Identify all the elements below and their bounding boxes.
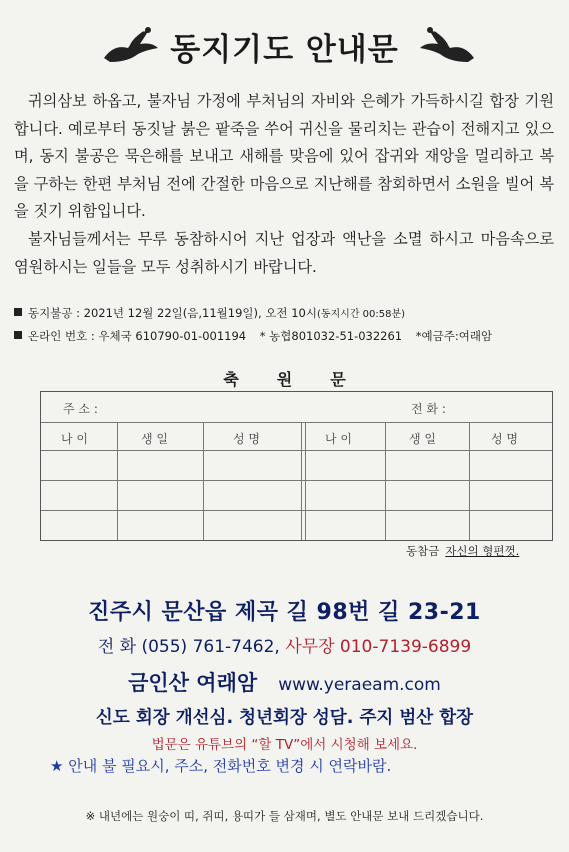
temple-line	[0, 667, 569, 697]
bullet-square-icon	[14, 308, 22, 316]
donation-note: 동참금 자신의 형편껏.	[406, 544, 520, 558]
intro-paragraph: 귀의삼보 하옵고, 불자님 가정에 부처님의 자비와 은혜가 가득하시길 합장 기원합니다. 예로부터 동짓날 붉은 팥죽을 쑤어 귀신을 물리치는 관습이 전해지고 있으며, 동지 불공은 묵은해를 보내고 새해를 맞음에 있어 잡귀와 재앙을 멀리하고 복을 구하는 한편 부처님 전에 간절한 마음으로 지난해를 참회하면서 소원을 빌어 복을 짓기 위함입니다.	[14, 92, 554, 221]
website-link[interactable]: www.yeraeam.com	[278, 675, 441, 695]
crane-ornament-icon	[418, 18, 478, 66]
account-line: 온라인 번호 : 우체국 610790-01-001194 * 농협801032-51-032261 *예금주:여래암	[14, 328, 492, 344]
column-header-name: 성 명	[233, 432, 260, 446]
contact-notice: ★ 안내 불 필요시, 주소, 전화번호 변경 시 연락바람.	[50, 757, 392, 775]
temple-address: 진주시 문산읍 제곡 길 98번 길 23-21	[88, 600, 481, 625]
column-header-age: 나 이	[325, 432, 352, 446]
intro-paragraph: 불자님들께서는 무루 동참하시어 지난 업장과 액난을 소멸 하시고 마음속으로 염원하시는 일들을 모두 성취하시기 바랍니다.	[14, 229, 554, 276]
column-header-birthday: 생 일	[141, 432, 168, 446]
column-header-birthday: 생 일	[409, 432, 436, 446]
prayer-form-title: 축원문	[223, 370, 384, 389]
date-line: 동지불공 : 2021년 12월 22일(음,11월19일), 오전 10시(동지시간 00:58분)	[14, 305, 405, 321]
intro-text	[14, 88, 554, 281]
address-label: 주 소 :	[63, 402, 98, 416]
office-phone: 사무장 010-7139-6899	[285, 637, 472, 657]
phone-line: 전 화 (055) 761-7462, 사무장 010-7139-6899	[97, 637, 472, 657]
bullet-square-icon	[14, 331, 22, 339]
footnote: ※ 내년에는 원숭이 띠, 쥐띠, 용띠가 들 삼재며, 별도 안내문 보내 드리겠습니다.	[85, 809, 484, 823]
temple-name: 금인산 여래암	[128, 671, 258, 695]
page-title: 동지기도 안내문	[170, 32, 399, 68]
header	[0, 18, 569, 68]
staff-line: 신도 회장 개선심. 청년회장 성담. 주지 범산 합장	[95, 708, 474, 728]
column-header-name: 성 명	[491, 432, 518, 446]
column-header-age: 나 이	[61, 432, 88, 446]
prayer-form	[40, 391, 553, 541]
phone-label: 전 화 :	[411, 402, 446, 416]
youtube-note: 법문은 유튜브의 “할 TV”에서 시청해 보세요.	[151, 737, 418, 753]
